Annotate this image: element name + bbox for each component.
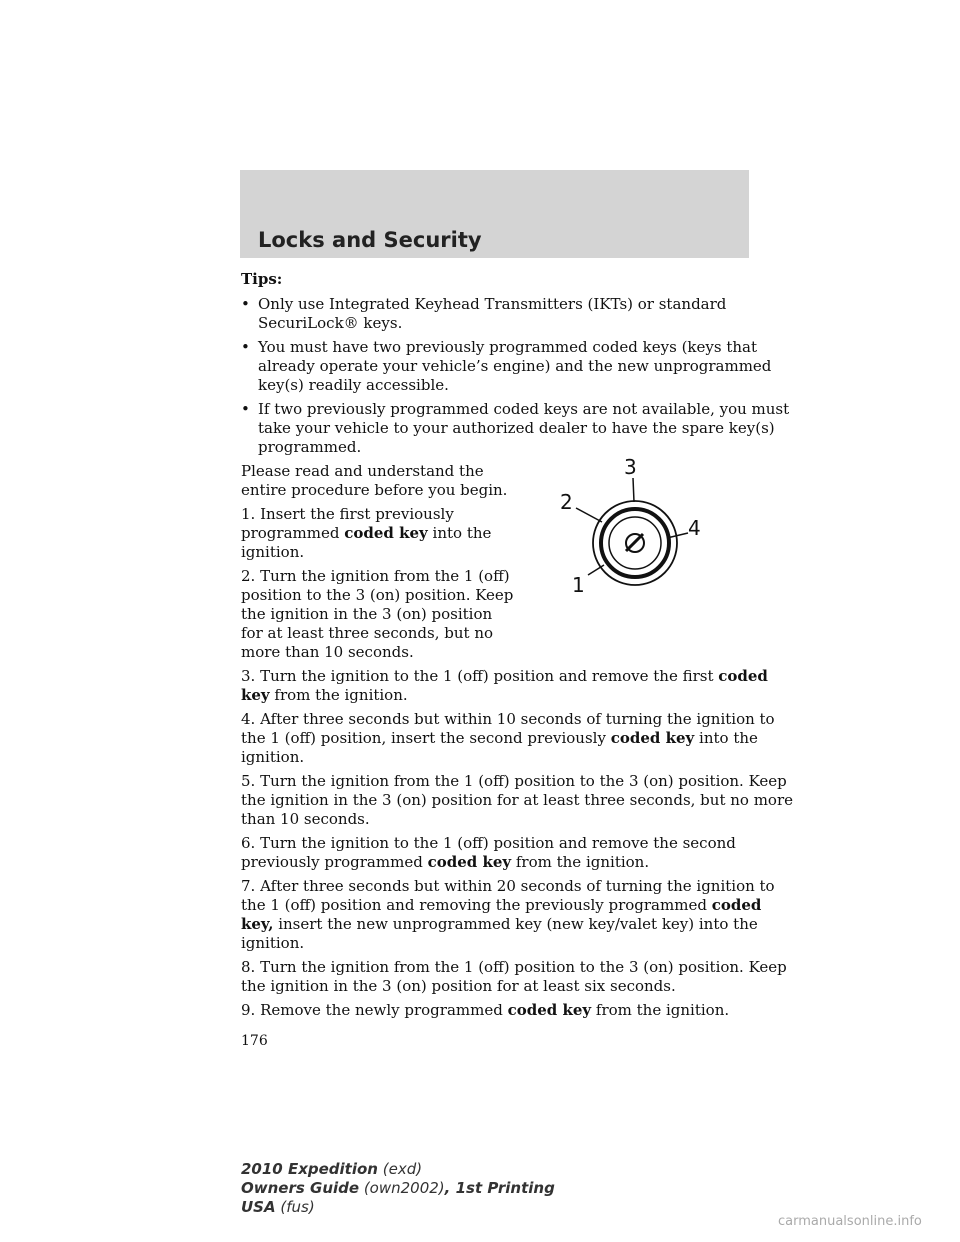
ignition-positions-diagram xyxy=(540,445,735,620)
step-7-line-2: the 1 (off) position and removing the previously programmed coded xyxy=(241,896,762,914)
step-3-line-1: 3. Turn the ignition to the 1 (off) position and remove the first coded xyxy=(241,667,768,685)
position-4-label: 4 xyxy=(688,516,701,540)
bullet-marker: • xyxy=(241,400,250,418)
step-7-line-1: 7. After three seconds but within 20 seconds of turning the ignition to xyxy=(241,877,775,895)
step-2-line-5: more than 10 seconds. xyxy=(241,643,414,661)
position-2-leader xyxy=(576,508,602,522)
step-7-line-4: ignition. xyxy=(241,934,305,952)
tip-2-line-1: You must have two previously programmed coded keys (keys that xyxy=(258,338,757,356)
step-4-line-3: ignition. xyxy=(241,748,305,766)
position-3-leader xyxy=(633,478,634,502)
bullet-marker: • xyxy=(241,295,250,313)
step-2-line-1: 2. Turn the ignition from the 1 (off) xyxy=(241,567,510,585)
tip-3-line-3: programmed. xyxy=(258,438,362,456)
step-3-line-2: key from the ignition. xyxy=(241,686,408,704)
position-2-label: 2 xyxy=(560,490,573,514)
step-6-line-1: 6. Turn the ignition to the 1 (off) position and remove the second xyxy=(241,834,736,852)
site-watermark: carmanualsonline.info xyxy=(778,1214,922,1229)
step-1-line-2: programmed coded key into the xyxy=(241,524,492,542)
step-8-line-1: 8. Turn the ignition from the 1 (off) position to the 3 (on) position. Keep xyxy=(241,958,787,976)
step-2-line-3: the ignition in the 3 (on) position xyxy=(241,605,493,623)
step-5-line-1: 5. Turn the ignition from the 1 (off) position to the 3 (on) position. Keep xyxy=(241,772,787,790)
step-9-line: 9. Remove the newly programmed coded key from the ignition. xyxy=(241,1001,730,1019)
step-1-line-1: 1. Insert the first previously xyxy=(241,505,454,523)
tip-1-line-1: Only use Integrated Keyhead Transmitters (IKTs) or standard xyxy=(258,295,727,313)
tip-3-line-1: If two previously programmed coded keys are not available, you must xyxy=(258,400,790,418)
intro-line-2: entire procedure before you begin. xyxy=(241,481,508,499)
bullet-marker: • xyxy=(241,338,250,356)
key-slot-icon xyxy=(626,534,644,552)
step-5-line-2: the ignition in the 3 (on) position for at least three seconds, but no more xyxy=(241,791,793,809)
position-3-label: 3 xyxy=(624,455,637,479)
position-1-leader xyxy=(588,565,604,575)
step-1-line-3: ignition. xyxy=(241,543,305,561)
footer-line-1: 2010 Expedition (exd) xyxy=(241,1160,423,1178)
position-1-label: 1 xyxy=(572,573,585,597)
tip-2-line-3: key(s) readily accessible. xyxy=(258,376,449,394)
tip-1-line-2: SecuriLock® keys. xyxy=(258,314,403,332)
step-2-line-2: position to the 3 (on) position. Keep xyxy=(241,586,514,604)
step-6-line-2: previously programmed coded key from the ignition. xyxy=(241,853,650,871)
tip-2-line-2: already operate your vehicle’s engine) and the new unprogrammed xyxy=(258,357,772,375)
step-5-line-3: than 10 seconds. xyxy=(241,810,370,828)
intro-line-1: Please read and understand the xyxy=(241,462,484,480)
page-number: 176 xyxy=(241,1033,268,1049)
tips-heading: Tips: xyxy=(241,270,283,288)
step-7-line-3: key, insert the new unprogrammed key (new key/valet key) into the xyxy=(241,915,758,933)
section-title: Locks and Security xyxy=(258,228,482,252)
section-header-banner xyxy=(240,170,749,258)
footer-line-2: Owners Guide (own2002), 1st Printing xyxy=(241,1179,555,1197)
step-4-line-2: the 1 (off) position, insert the second previously coded key into the xyxy=(241,729,758,747)
footer-line-3: USA (fus) xyxy=(241,1198,315,1216)
step-8-line-2: the ignition in the 3 (on) position for at least six seconds. xyxy=(241,977,676,995)
tip-3-line-2: take your vehicle to your authorized dealer to have the spare key(s) xyxy=(258,419,775,437)
step-4-line-1: 4. After three seconds but within 10 seconds of turning the ignition to xyxy=(241,710,775,728)
step-2-line-4: for at least three seconds, but no xyxy=(241,624,494,642)
document-footer xyxy=(241,1160,555,1217)
